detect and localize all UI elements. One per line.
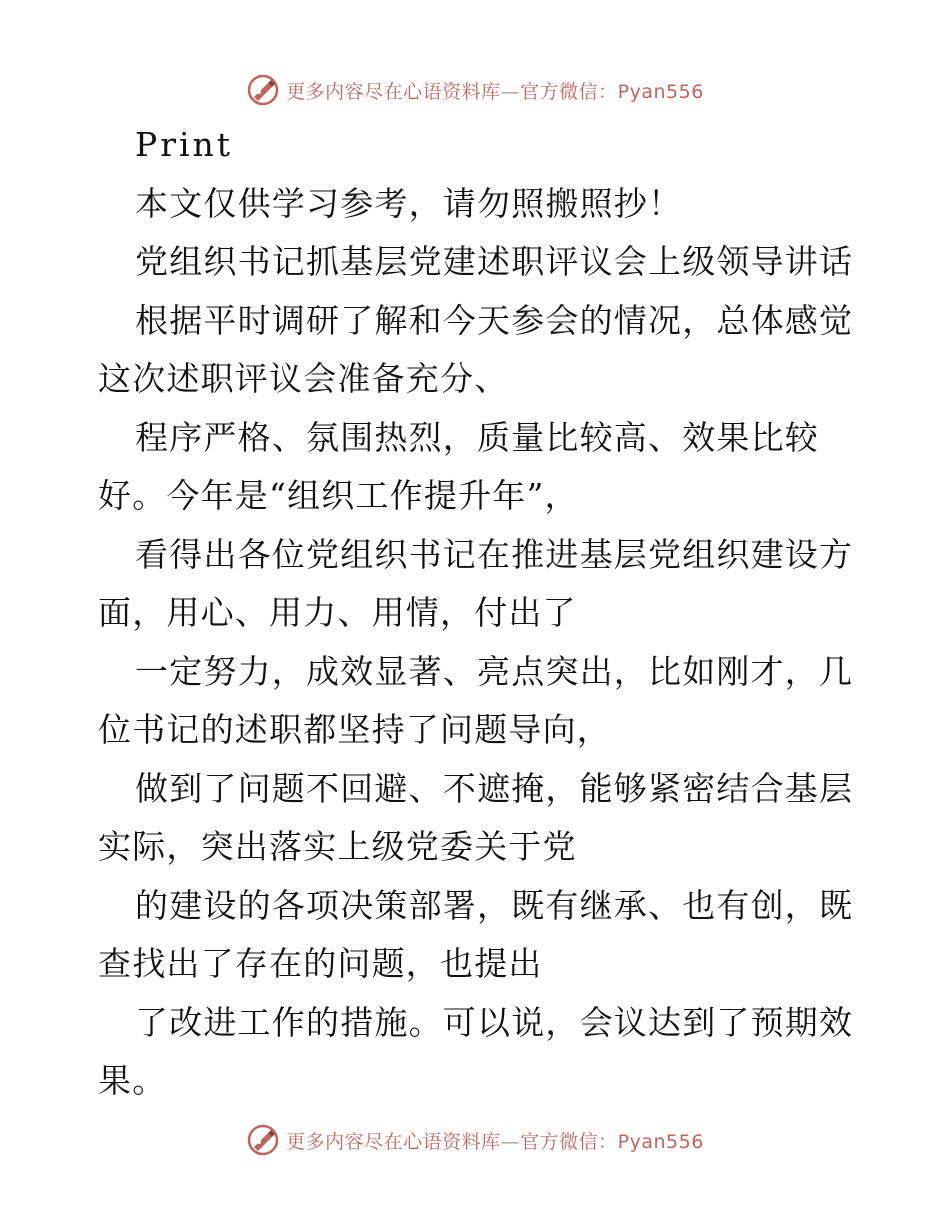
doc-line: 做到了问题不回避、不遮掩，能够紧密结合基层 bbox=[135, 768, 854, 808]
pen-seal-logo-icon bbox=[246, 1123, 280, 1157]
watermark-text: 更多内容尽在心语资料库—官方微信：Pyan556 bbox=[286, 80, 704, 103]
doc-line: 查找出了存在的问题，也提出 bbox=[98, 944, 543, 983]
doc-line: 的建设的各项决策部署，既有继承、也有创，既 bbox=[135, 885, 854, 925]
doc-line: 根据平时调研了解和今天参会的情况，总体感觉 bbox=[135, 300, 854, 340]
doc-line: 本文仅供学习参考，请勿照搬照抄！ bbox=[135, 183, 683, 223]
doc-line: 位书记的述职都坚持了问题导向， bbox=[98, 710, 611, 749]
doc-line: 果。 bbox=[98, 1061, 167, 1100]
footer-watermark bbox=[0, 1118, 950, 1162]
pen-seal-logo-icon bbox=[246, 73, 280, 107]
doc-line: 程序严格、氛围热烈，质量比较高、效果比较 bbox=[135, 417, 819, 457]
watermark-text: 更多内容尽在心语资料库—官方微信：Pyan556 bbox=[286, 1130, 704, 1153]
doc-line: 实际，突出落实上级党委关于党 bbox=[98, 827, 577, 866]
doc-line: 面，用心、用力、用情，付出了 bbox=[98, 593, 577, 632]
doc-line: 这次述职评议会准备充分、 bbox=[98, 359, 509, 398]
doc-line: 一定努力，成效显著、亮点突出，比如刚才，几 bbox=[135, 651, 854, 691]
header-watermark bbox=[0, 68, 950, 112]
doc-line: 看得出各位党组织书记在推进基层党组织建设方 bbox=[135, 534, 854, 574]
doc-title: 党组织书记抓基层党建述职评议会上级领导讲话 bbox=[135, 242, 854, 281]
doc-line: Print bbox=[135, 125, 234, 164]
doc-line: 好。今年是“组织工作提升年”， bbox=[98, 476, 579, 515]
document-body bbox=[98, 116, 858, 1111]
doc-line: 了改进工作的措施。可以说，会议达到了预期效 bbox=[135, 1002, 854, 1042]
